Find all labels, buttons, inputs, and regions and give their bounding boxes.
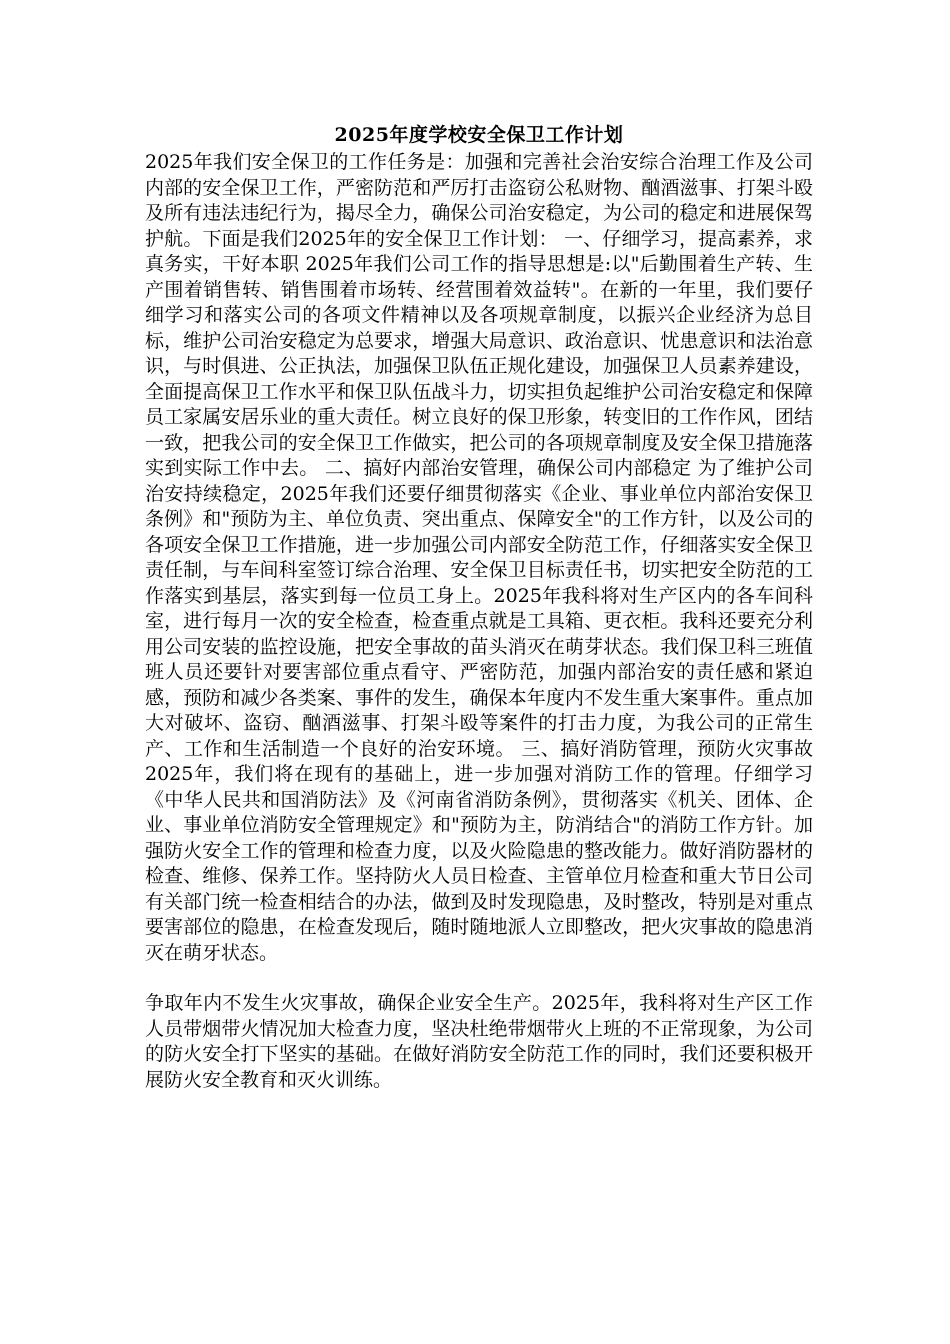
body-paragraph-1: 2025年我们安全保卫的工作任务是：加强和完善社会治安综合治理工作及公司内部的安全保卫工作，严密防范和严厉打击盗窃公私财物、酗酒滋事、打架斗殴及所有违法违纪行为，揭尽全力，确保公司治安稳定，为公司的稳定和进展保驾护航。下面是我们2025年的安全保卫工作计划： 一、仔细学习，提高素养，求真务实，干好本职 2025年我们公司工作的指导思想是:以"后勤围着生产转、生产围着销售转、销售围着市场转、经营围着效益转"。在新的一年里，我们要仔细学习和落实公司的各项文件精神以及各项规章制度，以振兴企业经济为总目标，维护公司治安稳定为总要求，增强大局意识、政治意识、忧患意识和法治意识，与时俱进、公正执法，加强保卫队伍正规化建设，加强保卫人员素养建设，全面提高保卫工作水平和保卫队伍战斗力，切实担负起维护公司治安稳定和保障员工家属安居乐业的重大责任。树立良好的保卫形象，转变旧的工作作风，团结一致，把我公司的安全保卫工作做实，把公司的各项规章制度及安全保卫措施落实到实际工作中去。 二、搞好内部治安管理，确保公司内部稳定 为了维护公司治安持续稳定，2025年我们还要仔细贯彻落实《企业、事业单位内部治安保卫条例》和"预防为主、单位负责、突出重点、保障安全"的工作方针，以及公司的各项安全保卫工作措施，进一步加强公司内部安全防范工作，仔细落实安全保卫责任制，与车间科室签订综合治理、安全保卫目标责任书，切实把安全防范的工作落实到基层，落实到每一位员工身上。2025年我科将对生产区内的各车间科室，进行每月一次的安全检查，检查重点就是工具箱、更衣柜。我科还要充分利用公司安装的监控设施，把安全事故的苗头消灭在萌芽状态。我们保卫科三班值班人员还要针对要害部位重点看守、严密防范，加强内部治安的责任感和紧迫感，预防和减少各类案、事件的发生，确保本年度内不发生重大案事件。重点加大对破坏、盗窃、酗酒滋事、打架斗殴等案件的打击力度，为我公司的正常生产、工作和生活制造一个良好的治安环境。 三、搞好消防管理，预防火灾事故 2025年，我们将在现有的基础上，进一步加强对消防工作的管理。仔细学习《中华人民共和国消防法》及《河南省消防条例》，贯彻落实《机关、团体、企业、事业单位消防安全管理规定》和"预防为主，防消结合"的消防工作方针。加强防火安全工作的管理和检查力度，以及火险隐患的整改能力。做好消防器材的检查、维修、保养工作。坚持防火人员日检查、主管单位月检查和重大节日公司有关部门统一检查相结合的办法，做到及时发现隐患，及时整改，特别是对重点要害部位的隐患，在检查发现后，随时随地派人立即整改，把火灾事故的隐患消灭在萌牙状态。 xyxy=(145,151,813,964)
document-page xyxy=(145,120,813,1093)
body-paragraph-2: 争取年内不发生火灾事故，确保企业安全生产。2025年，我科将对生产区工作人员带烟带火情况加大检查力度，坚决杜绝带烟带火上班的不正常现象，为公司的防火安全打下坚实的基础。在做好消防安全防范工作的同时，我们还要积极开展防火安全教育和灭火训练。 xyxy=(145,992,813,1091)
document-title: 2025年度学校安全保卫工作计划 xyxy=(334,124,624,146)
